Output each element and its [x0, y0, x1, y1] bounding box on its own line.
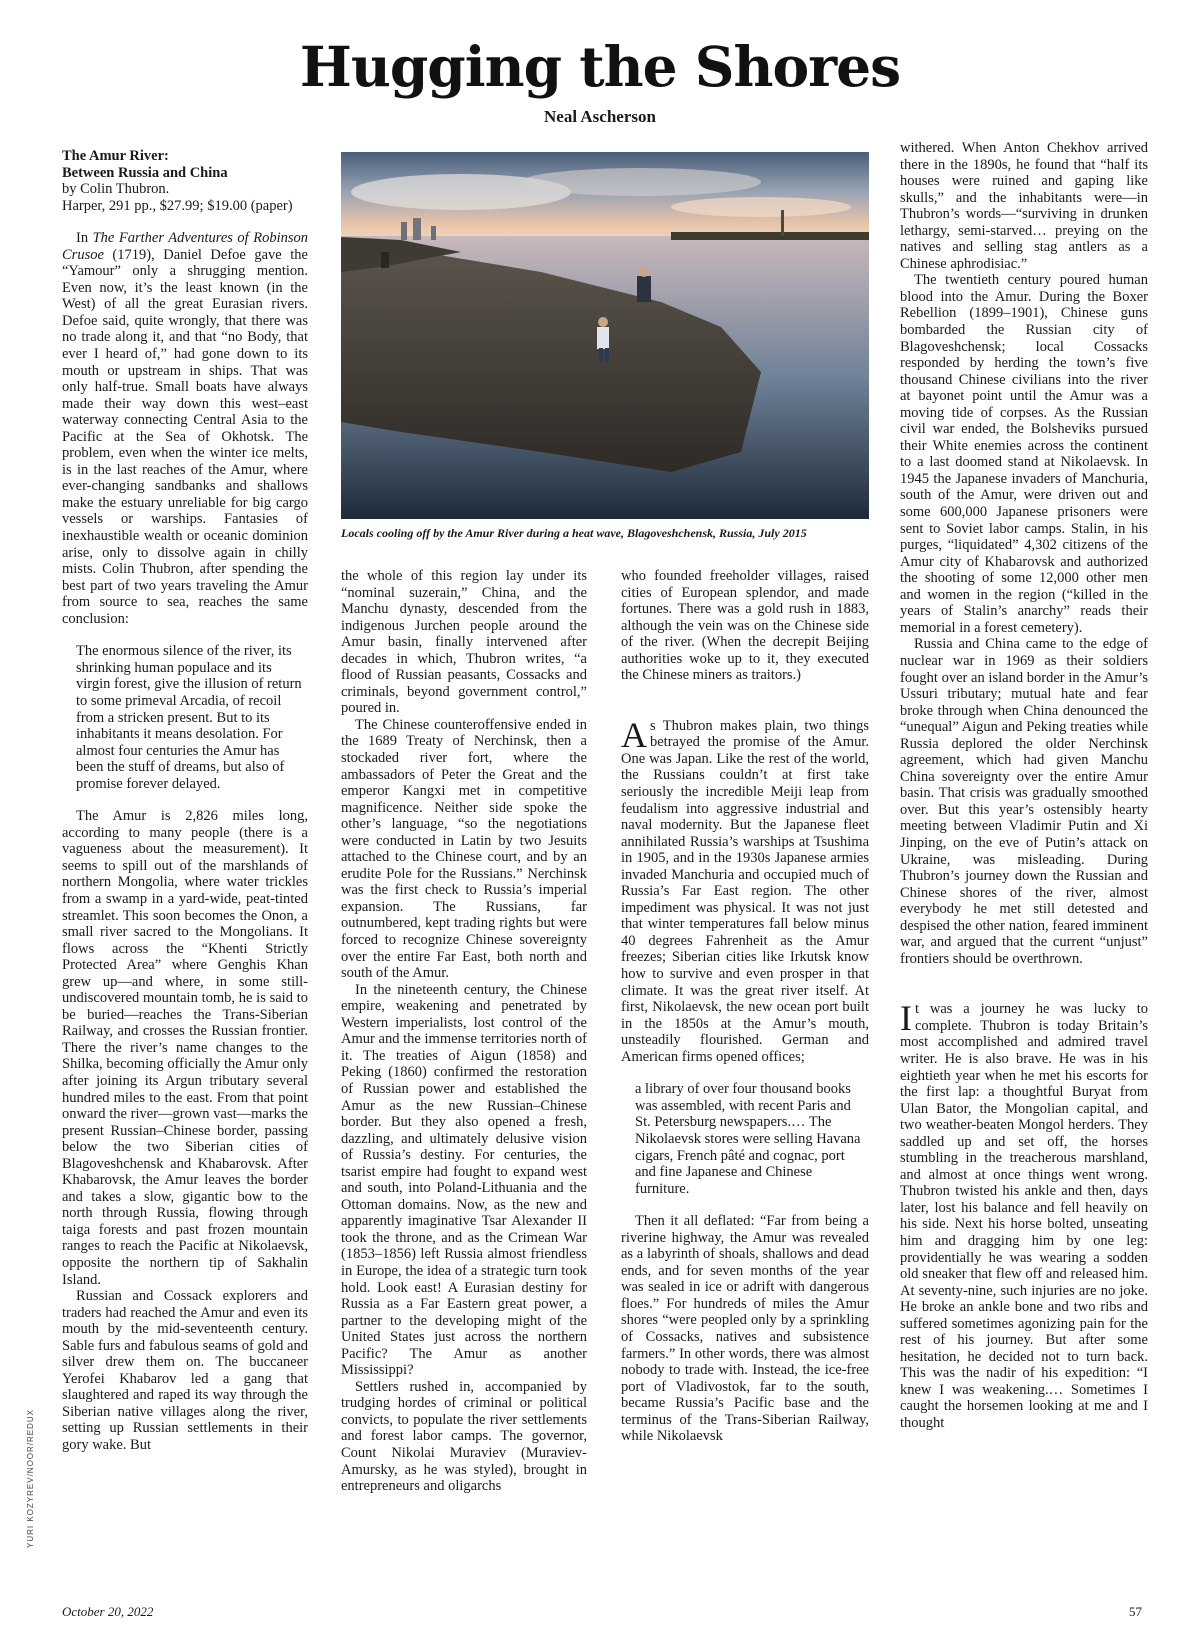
- paragraph: The twentieth century poured human blood into the Amur. During the Boxer Rebellion (1899–1901), Chinese guns bombarded the Russian city of Blagoveshchensk; local Cossacks responded by herding the town’s five thousand Chinese civilians into the river at bayonet point until the Amur was a moving tide of corpses. As the Russian civil war ended, the Bolsheviks pursued their White enemies across the continent to a last doomed stand at Nikolaevsk. In 1945 the Japanese invaders of Manchuria, south of the Amur, were driven out and some 600,000 Japanese prisoners were sent to Soviet labor camps. Stalin, in his purges, “liquidated” 4,302 citizens of the Amur city of Khabarovsk and authorized the shooting of some 12,000 other men and women in the region (“killed in the years of Stalin’s anarchy” reads their memorial in a forest cemetery).: [900, 272, 1148, 636]
- photo-credit: YURI KOZYREV/NOOR/REDUX: [26, 1408, 35, 1548]
- paragraph: withered. When Anton Chekhov arrived there in the 1890s, he found that “half its houses were ruined and gaping like skulls,” and the inhabitants were—in Thubron’s words—“surviving in drunken lethargy, semi-starved… preying on the natives and selling stag antlers as a Chinese aphrodisiac.”: [900, 140, 1148, 272]
- paragraph: It was a journey he was lucky to complete. Thubron is today Britain’s most accomplished and admired travel writer. He is also brave. He was in his eightieth year when he met his escorts for the first lap: a thoughtful Buryat from Ulan Bator, the Mongolian capital, and two weather-beaten Mongol herders. They saddled up and set off, the horses stumbling in the treacherous marshland, and almost at once things went wrong. Thubron twisted his ankle and then, days later, lost his balance and fell heavily on his side. Next his horse bolted, unseating him and dragging him by one leg: providentially he was wearing a sodden old sneaker that flew off and released him. At seventy-nine, such injuries are no joke. He broke an ankle bone and two ribs and suffered sometimes agonizing pain for the rest of his journey. But after some hesitation, he decided not to turn back. This was the nadir of his expedition: “I knew I was weakening.… Sometimes I caught the horsemen looking at me and I thought: [900, 998, 1148, 1432]
- book-info: [62, 148, 308, 214]
- book-title-line1: The Amur River:: [62, 148, 169, 164]
- column-3: [621, 568, 869, 1445]
- book-reference: The Farther Adventures of Robinson Crusoe: [62, 230, 308, 263]
- block-quote: The enormous silence of the river, its shrinking human populace and its virgin forest, give the illusion of return to some primeval Arcadia, of recoil from a stricken present. But to its inhabitants it means desolation. For almost four centuries the Amur has been the stuff of dreams, but also of promise forever delayed.: [76, 643, 302, 792]
- book-publisher: Harper, 291 pp., $27.99; $19.00 (paper): [62, 197, 293, 214]
- page-number: 57: [1129, 1604, 1142, 1619]
- paragraph: Russian and Cossack explorers and traders had reached the Amur and even its mouth by the mid-seventeenth century. Sable furs and fabulous seams of gold and silver drew them on. The buccaneer Yerofei Khabarov led a gang that slaughtered and raped its way through the Siberian native villages along the river, setting up Russian settlements in their gory wake. But: [62, 1288, 308, 1454]
- article-byline: Neal Ascherson: [544, 107, 656, 126]
- paragraph: In the nineteenth century, the Chinese empire, weakening and penetrated by Western imperialists, lost control of the Amur and the immense territories north of it. The treaties of Aigun (1858) and Peking (1860) confirmed the restoration of Russian power and established the Amur as the new Russian–Chinese border. But they also opened a fresh, dazzling, and ultimately delusive vision of Russia’s destiny. For centuries, the tsarist empire had fought to expand west and south, into Poland-Lithuania and the Ottoman domains. Now, as the new and apparently imaginative Tsar Alexander II took the throne, and as the Crimean War (1853–1856) left Russia almost friendless in Europe, the idea of a strategic turn took hold. Look east! A Eurasian destiny for Russia as a Far Eastern great power, a partner to the developing might of the United States just across the northern Pacific? The Amur as another Mississippi?: [341, 981, 587, 1379]
- block-quote: a library of over four thousand books was assembled, with recent Paris and St. Petersburg newspapers.… The Nikolaevsk stores were selling Havana cigars, French pâté and cognac, port and fine Japanese and Chinese furniture.: [635, 1081, 861, 1197]
- paragraph: In The Farther Adventures of Robinson Crusoe (1719), Daniel Defoe gave the “Yamour” only a shrugging mention. Even now, it’s the least known (in the West) of all the great Eurasian rivers. Defoe said, quite wrongly, that there was no trade along it, and that “no Body, that ever I heard of,” had gone down to its mouth or upstream in ships. That was only half-true. Small boats have always made their way down this west–east waterway connecting Central Asia to the Pacific at the Sea of Okhotsk. The problem, even when the winter ice melts, is in the last reaches of the Amur, where ever-changing sandbanks and shallows make the estuary unreliable for big cargo vessels or warships. Fantasies of inexhaustible wealth or oceanic dominion arise, only to dissolve again in chilly mists. Colin Thubron, after spending the best part of two years traveling the Amur from source to sea, reaches the same conclusion:: [62, 230, 308, 627]
- paragraph: The Amur is 2,826 miles long, according to many people (there is a vagueness about the measurement). It seems to spill out of the marshlands of northern Mongolia, where water trickles from a swamp in a yard-wide, peat-tinted streamlet. This soon becomes the Onon, a small river sacred to the Mongolians. It flows across the “Khenti Strictly Protected Area” where Genghis Khan grew up—and where, in some still-undiscovered mountain tomb, he is said to be buried—reaches the Trans-Siberian Railway, and crosses the Russian frontier. There the river’s name changes to the Shilka, becoming officially the Amur only after joining its Argun tributary several hundred miles to the east. From that point onward the river—grown vast—marks the present Russian–Chinese border, passing below the two Siberian cities of Blagoveshchensk and Khabarovsk. After Khabarovsk, the Amur leaves the border and takes a slow, gigantic bow to the north through Russia, flowing through taiga forests and past frozen mountain ranges to reach the Pacific at Nikolaevsk, opposite the northern tip of Sakhalin Island.: [62, 808, 308, 1288]
- column-4: [900, 140, 1148, 1432]
- river-photo: [341, 152, 869, 519]
- drop-cap: A: [621, 714, 647, 755]
- column-1: [62, 148, 308, 1454]
- article-title: Hugging the Shores: [299, 34, 901, 99]
- drop-cap: I: [900, 998, 912, 1039]
- photo-caption: Locals cooling off by the Amur River during a heat wave, Blagoveshchensk, Russia, July 2015: [341, 526, 807, 540]
- book-title-line2: Between Russia and China: [62, 164, 228, 181]
- paragraph: Russia and China came to the edge of nuclear war in 1969 as their soldiers fought over an island border in the Amur’s Ussuri tributary; mutual hate and fear broke through when China denounced the “unequal” Aigun and Peking treaties while Russia deplored the older Nerchinsk agreement, which had given Manchu China sovereignty over the entire Amur basin. That crisis was gradually smoothed over. But this year’s ostensibly hearty meeting between Vladimir Putin and Xi Jinping, on the eve of Putin’s attack on Ukraine, was misleading. During Thubron’s journey down the Russian and Chinese shores of the river, almost everybody he met still detested and despised the other nation, feared imminent war, and argued that the current “unjust” frontiers should be overthrown.: [900, 636, 1148, 967]
- book-author: by Colin Thubron.: [62, 181, 170, 198]
- paragraph: Then it all deflated: “Far from being a riverine highway, the Amur was revealed as a labyrinth of shoals, shallows and dead ends, and for seven months of the year was sealed in ice or adrift with dangerous floes.” For hundreds of miles the Amur shores “were peopled only by a sprinkling of Cossacks, natives and subsistence farmers.” In other words, there was almost nobody to trade with. Instead, the ice-free port of Vladivostok, far to the south, became Russia’s Pacific base and the terminus of the Trans-Siberian Railway, while Nikolaevsk: [621, 1213, 869, 1445]
- issue-date: October 20, 2022: [62, 1604, 154, 1619]
- paragraph: Settlers rushed in, accompanied by trudging hordes of criminal or political convicts, to populate the river settlements and forest labor camps. The governor, Count Nikolai Muraviev (Muraviev-Amursky, as he was styled), brought in entrepreneurs and oligarchs: [341, 1378, 587, 1495]
- river-photo-image: [341, 152, 869, 519]
- paragraph: The Chinese counteroffensive ended in the 1689 Treaty of Nerchinsk, then a stockaded river fort, where the ambassadors of Peter the Great and the emperor Kangxi met in competitive magnificence. Neither side spoke the other’s language, “so the negotiations were conducted in Latin by two Jesuits attached to the Chinese court, and by an erudite Pole for the Russians.” Nerchinsk was the first check to Russia’s imperial expansion. The Russians, far outnumbered, kept trading rights but were forced to recognize Chinese sovereignty over the entire Far East, both north and south of the Amur.: [341, 716, 587, 982]
- paragraph: who founded freeholder villages, raised cities of European splendor, and made fortunes. There was a gold rush in 1883, although the vein was on the Chinese side of the river. (When the decrepit Beijing authorities woke up to it, they executed the Chinese miners as traitors.): [621, 568, 869, 684]
- column-2: [341, 568, 587, 1495]
- paragraph: As Thubron makes plain, two things betrayed the promise of the Amur. One was Japan. Like the rest of the world, the Russians couldn’t at first take seriously the incredible Meiji leap from feudalism into aggressive industrial and naval modernity. But the Japanese fleet annihilated Russia’s warships at Tsushima in 1905, and in the 1930s Japanese armies invaded Manchuria and occupied much of Russia’s Far East region. The other impediment was physical. It was not just that winter temperatures fall below minus 40 degrees Fahrenheit as the Amur freezes; Siberian cities like Irkutsk know how to survive and even prosper in that climate. It was the great river itself. At first, Nikolaevsk, the new ocean port built in the 1850s at the Amur’s mouth, unsteadily flourished. German and American firms opened offices;: [621, 714, 869, 1065]
- paragraph: the whole of this region lay under its “nominal suzerain,” China, and the Manchu dynasty, descended from the indigenous Jurchen people around the Amur basin, finally intervened after decades in which, Thubron writes, “a flood of Russian peasants, Cossacks and criminals, beyond government control,” poured in.: [341, 568, 587, 717]
